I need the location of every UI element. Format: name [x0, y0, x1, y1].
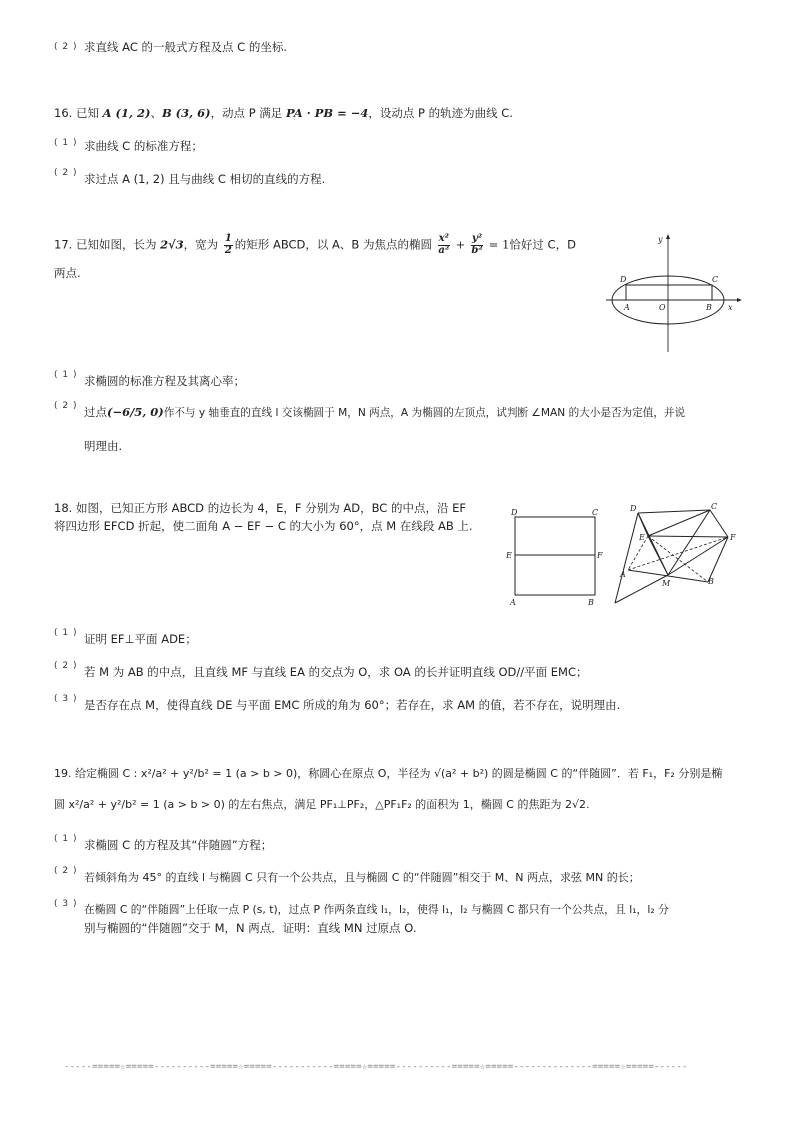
q19-part1-number: ( 1 ) [54, 834, 78, 844]
label-d: D [511, 508, 518, 517]
q18-part2-text: 若 M 为 AB 的中点，且直线 MF 与直线 EA 的交点为 O，求 OA 的长并证明直线 OD//平面 EMC； [84, 665, 588, 679]
q17-eq-y-term: $\frac{\text{y²}}{\text{b²}}$ [471, 233, 483, 256]
rectangle-abcd [626, 285, 712, 300]
label-c: C [712, 275, 719, 284]
label-m: M [662, 579, 671, 588]
q17-eq-rhs: = 1 [488, 237, 510, 252]
q16-end: ，设动点 P 的轨迹为曲线 C. [368, 106, 513, 120]
q16-part2-text: 求过点 A (1, 2) 且与曲线 C 相切的直线的方程. [84, 172, 326, 186]
q17-stem-line1: 17. 已知如图，长为 2√3，宽为 $\frac{1}{2}$ 的矩形 ABCD，以 A、B 为焦点的椭圆 $\frac{\text{x²}}{\text{a²}}$ + $\frac{\text{y²}}{\text{b²}}$ = 1恰好过 C，D [54, 233, 576, 256]
y-axis-arrow [666, 234, 670, 239]
label-f: F [730, 533, 736, 542]
q17-part1-text: 求椭圆的标准方程及其离心率； [84, 374, 245, 388]
q19-part2-text: 若倾斜角为 45° 的直线 l 与椭圆 C 只有一个公共点，且与椭圆 C 的“伴随圆”相交于 M、N 两点，求弦 MN 的长； [84, 871, 640, 884]
q17-part1-number: ( 1 ) [54, 370, 78, 380]
q19-part3-line1: 在椭圆 C 的“伴随圆”上任取一点 P (s, t)，过点 P 作两条直线 l₁，l₂，使得 l₁，l₂ 与椭圆 C 都只有一个公共点，且 l₁，l₂ 分 [84, 903, 669, 916]
q17-part2-point: (−6/5, 0) [107, 405, 164, 419]
edge-cf [710, 510, 728, 537]
label-e: E [506, 551, 512, 560]
edge-mc [668, 510, 710, 575]
q18-square-figure [500, 505, 610, 610]
q17-part2-number: ( 2 ) [54, 401, 78, 411]
q17-part2-line2: 明理由. [84, 439, 123, 453]
footer-separator: -----=====☆=====----------=====☆=====-----------=====☆=====----------=====☆=====--------------=====☆=====------ [64, 1062, 688, 1072]
label-y: y [658, 235, 663, 244]
q16-mid: ，动点 P 满足 [210, 106, 283, 120]
edge-d-bottom [615, 513, 638, 603]
q16-stem [54, 105, 513, 121]
edge-mf [668, 537, 728, 575]
q17-part2-a: 过点 [84, 405, 107, 419]
x-axis-arrow [737, 298, 742, 302]
q17-part2-b: 作不与 y 轴垂直的直线 l 交该椭圆于 M，N 两点，A 为椭圆的左顶点，试判断 ∠MAN 的大小是否为定值，并说 [163, 407, 686, 419]
label-b: B [588, 598, 594, 607]
edge-bottom-m [615, 575, 668, 603]
q16-part1-text: 求曲线 C 的标准方程； [84, 139, 203, 153]
square-abcd [515, 517, 595, 595]
q17-part2-line1 [84, 404, 685, 420]
q19-part3-line2: 别与椭圆的“伴随圆”交于 M，N 两点．证明：直线 MN 过原点 O. [84, 921, 417, 935]
q18-part1-number: ( 1 ) [54, 628, 78, 638]
q17-ellipse-figure [600, 230, 745, 355]
label-c: C [711, 502, 718, 511]
q18-part3-text: 是否存在点 M，使得直线 DE 与平面 EMC 所成的角为 60°；若存在，求 AM 的值，若不存在，说明理由. [84, 698, 621, 712]
label-b: B [708, 577, 714, 586]
edge-ec [648, 510, 710, 536]
label-a: A [624, 303, 630, 312]
q18-stem-line2: 将四边形 EFCD 折起，使二面角 A − EF − C 的大小为 60°，点 M 在线段 AB 上. [54, 519, 473, 533]
q16-part1-number: ( 1 ) [54, 138, 78, 148]
label-f: F [597, 551, 603, 560]
q17-stem-line2: 两点. [54, 266, 81, 280]
q18-part3-number: ( 3 ) [54, 694, 78, 704]
q19-part3-number: ( 3 ) [54, 899, 78, 909]
q19-part1-text: 求椭圆 C 的方程及其“伴随圆”方程； [84, 838, 273, 852]
q16-part2-number: ( 2 ) [54, 168, 78, 178]
edge-dm [638, 513, 668, 575]
q18-stem-line1: 18. 如图，已知正方形 ABCD 的边长为 4，E，F 分别为 AD，BC 的中点，沿 EF [54, 501, 466, 515]
q16-sep: 、 [150, 106, 162, 120]
label-o: O [659, 303, 666, 312]
q18-part1-text: 证明 EF⊥平面 ADE； [84, 632, 197, 646]
q19-stem-line1: 19. 给定椭圆 C : x²/a² + y²/b² = 1 (a > b > 0)，称圆心在原点 O，半径为 √(a² + b²) 的圆是椭圆 C 的“伴随圆”．若 F₁，F₂ 分别是椭 [54, 767, 723, 780]
label-x: x [728, 303, 733, 312]
label-d: D [620, 275, 627, 284]
q19-part2-number: ( 2 ) [54, 866, 78, 876]
q17-stem-b: ，宽为 [183, 237, 219, 252]
q17-stem-a: 17. 已知如图，长为 [54, 237, 157, 252]
q19-stem-line2: 圆 x²/a² + y²/b² = 1 (a > b > 0) 的左右焦点，满足 PF₁⊥PF₂，△PF₁F₂ 的面积为 1，椭圆 C 的焦距为 2√2. [54, 798, 590, 811]
edge-dc [638, 510, 710, 513]
q16-point-a: A (1, 2) [102, 106, 151, 120]
label-a: A [510, 598, 516, 607]
label-c: C [592, 508, 599, 517]
q16-prefix: 16. 已知 [54, 106, 99, 120]
q17-stem-d: 恰好过 C，D [509, 237, 576, 252]
label-a: A [620, 570, 626, 579]
q18-part2-number: ( 2 ) [54, 661, 78, 671]
q15-part2-number: ( 2 ) [54, 42, 78, 52]
q16-condition: PA · PB = −4 [285, 106, 369, 120]
label-b: B [706, 303, 712, 312]
q16-point-b: B (3, 6) [161, 106, 211, 120]
q17-eq-x-term: $\frac{\text{x²}}{\text{a²}}$ [438, 233, 450, 256]
q17-stem-c: 的矩形 ABCD，以 A、B 为焦点的椭圆 [234, 237, 432, 252]
edge-eb-dashed [648, 536, 708, 582]
label-e: E [639, 533, 645, 542]
q18-folded-figure [610, 500, 745, 610]
label-d: D [630, 504, 637, 513]
q17-length: 2√3 [160, 237, 184, 252]
q17-width-fraction: $\frac{1}{2}$ [224, 233, 232, 256]
q15-part2-text: 求直线 AC 的一般式方程及点 C 的坐标. [84, 40, 288, 54]
edge-ef [648, 536, 728, 537]
